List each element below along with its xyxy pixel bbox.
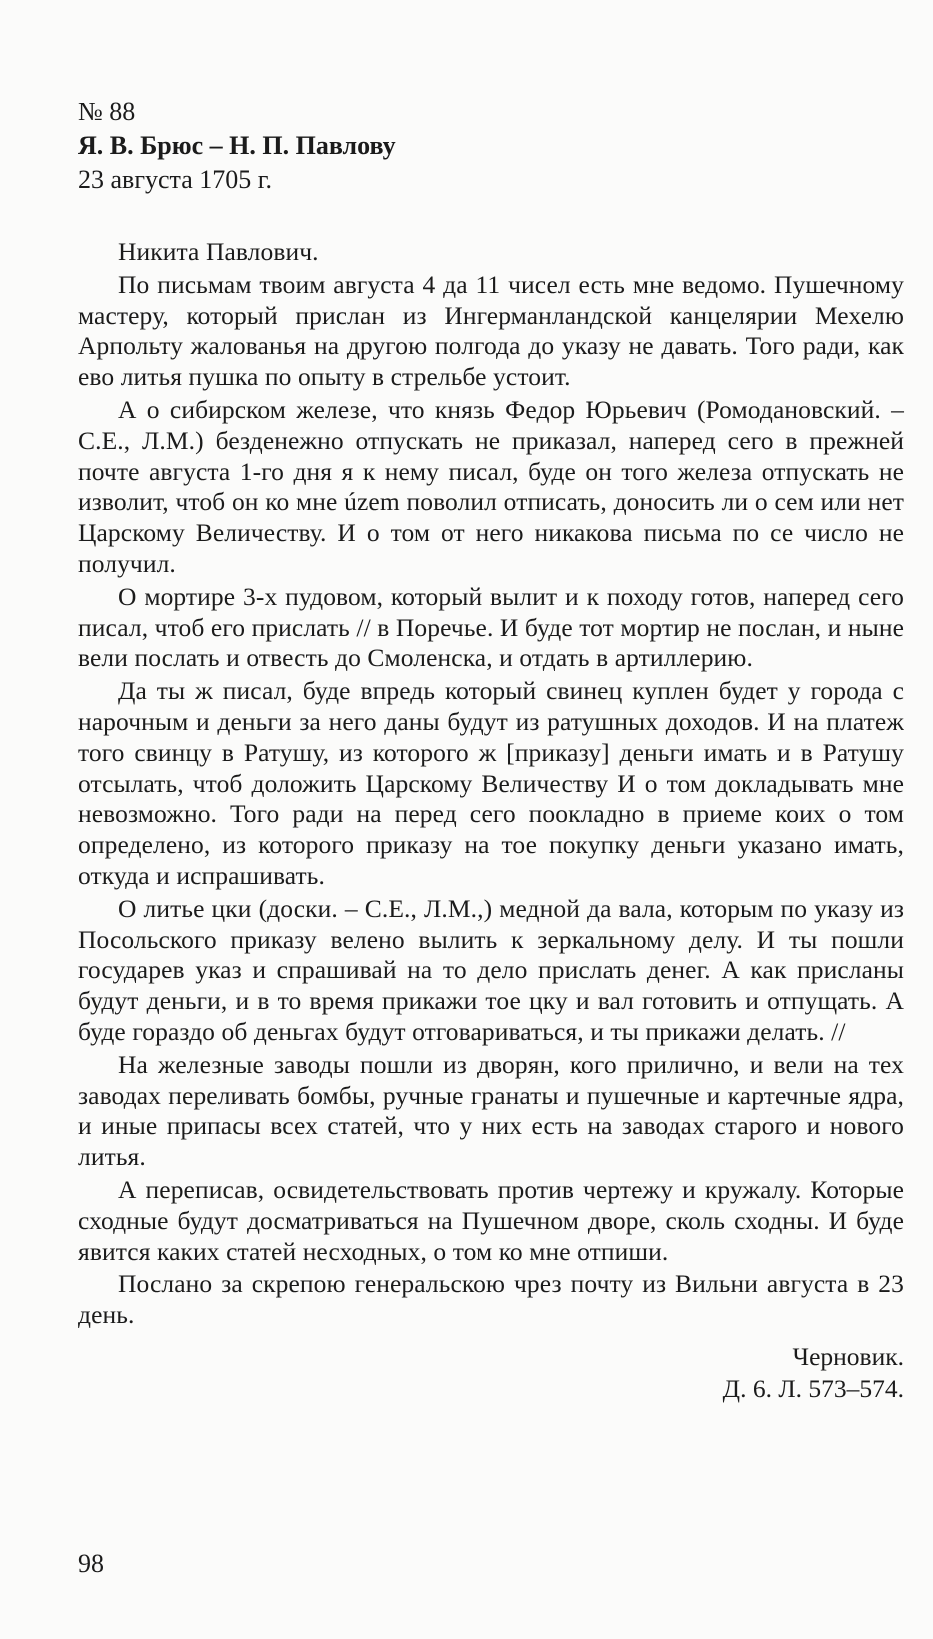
letter-paragraph: О литье цки (доски. – С.Е., Л.М.,) медной да вала, которым по указу из Посольского приказу велено вылить к зеркальному делу. И ты пошли государев указ и спрашивай на то дело прислать денег. А как присланы будут деньги, и в то время прикажи тое цку и вал готовить и отпущать. А буде гораздо об деньгах будут отговариваться, и ты прикажи делать. // [78, 893, 904, 1046]
document-number: № 88 [78, 97, 136, 126]
letter-body [78, 237, 904, 1331]
letter-paragraph: Да ты ж писал, буде впредь который свинец куплен будет у города с нарочным и деньги за него даны будут из ратушных доходов. И на платеж того свинцу в Ратушу, из которого ж [приказу] деньги имать и в Ратушу отсылать, чтоб доложить Царскому Величеству И о том докладывать мне невозможно. Того ради на перед сего поокладно в приеме коих о том определено, из которого приказу на тое покупку деньги указано имать, откуда и испрашивать. [78, 676, 904, 890]
letter-paragraph: А переписав, освидетельствовать против чертежу и кружалу. Которые сходные будут досматриваться на Пушечном дворе, сколь сходны. И буде явится каких статей несходных, о том ко мне отпиши. [78, 1174, 904, 1266]
archive-reference: Д. 6. Л. 573–574. [722, 1373, 904, 1403]
document-title: Я. В. Брюс – Н. П. Павлову [78, 131, 396, 160]
page-number: 98 [78, 1549, 104, 1578]
letter-paragraph: А о сибирском железе, что князь Федор Юрьевич (Ромодановский. – С.Е., Л.М.) безденежно отпускать не приказал, наперед сего в прежней почте августа 1-го дня я к нему писал, буде он того железа отпускать не изволит, чтоб он ко мне územ поволил отписать, доносить ли о сем или нет Царскому Величеству. И о том от него никакова письма по се число не получил. [78, 394, 904, 578]
archival-reference-block [78, 1341, 904, 1405]
document-page [78, 95, 904, 1405]
draft-note: Черновик. [792, 1341, 904, 1371]
document-date: 23 августа 1705 г. [78, 165, 272, 194]
letter-paragraph: О мортире 3-х пудовом, который вылит и к походу готов, наперед сего писал, чтоб его прислать // в Поречье. И буде тот мортир не послан, и ныне вели послать и отвесть до Смоленска, и отдать в артиллерию. [78, 581, 904, 673]
letter-address: Никита Павлович. [118, 237, 319, 266]
letter-paragraph: На железные заводы пошли из дворян, кого прилично, и вели на тех заводах переливать бомбы, ручные гранаты и пушечные и картечные ядра, и иные припасы всех статей, что у них есть на заводах старого и нового литья. [78, 1049, 904, 1172]
letter-paragraph: По письмам твоим августа 4 да 11 чисел есть мне ведомо. Пушечному мастеру, который прислан из Ингерманландской канцелярии Мехелю Арпольту жалованья на другою полгода до указу не давать. Того ради, как ево литья пушка по опыту в стрельбе устоит. [78, 269, 904, 392]
letter-paragraph: Послано за скрепою генеральскою чрез почту из Вильни августа в 23 день. [78, 1269, 904, 1330]
